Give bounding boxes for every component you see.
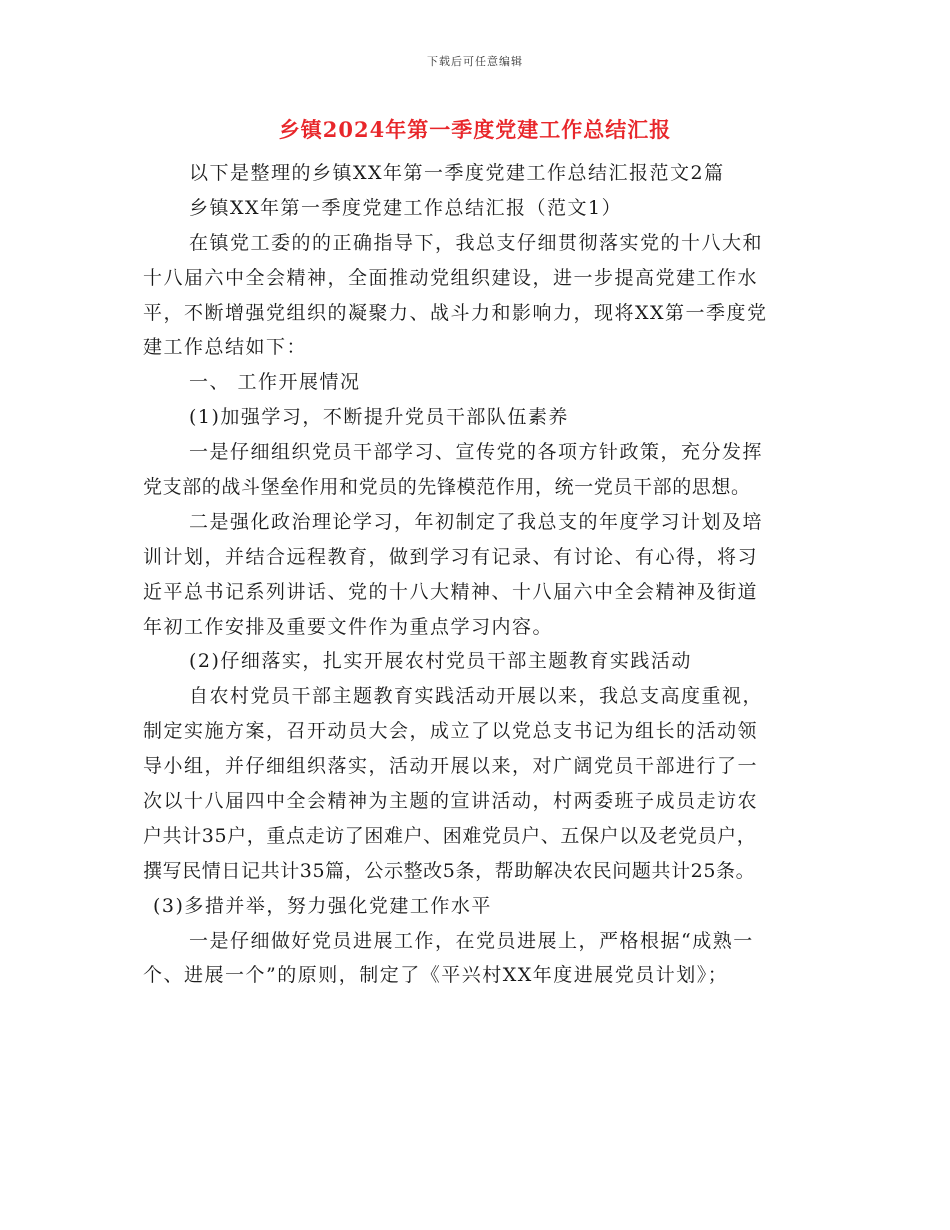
paragraph-line: 近平总书记系列讲话、党的十八大精神、十八届六中全会精神及街道 <box>143 580 759 603</box>
paragraph-line: 户共计35户，重点走访了困难户、困难党员户、五保户以及老党员户， <box>143 824 757 847</box>
paragraph-line: 个、进展一个”的原则，制定了《平兴村XX年度进展党员计划》； <box>143 964 729 987</box>
paragraph-line: 撰写民情日记共计35篇，公示整改5条，帮助解决农民问题共计25条。 <box>143 859 756 882</box>
paragraph-line: 建工作总结如下： <box>143 336 308 359</box>
document-body <box>143 156 823 993</box>
paragraph-line: 二是强化政治理论学习，年初制定了我总支的年度学习计划及培 <box>189 510 764 533</box>
paragraph-line: 平，不断增强党组织的凝聚力、战斗力和影响力，现将XX第一季度党 <box>143 301 768 324</box>
paragraph-line: 在镇党工委的的正确指导下，我总支仔细贯彻落实党的十八大和 <box>189 231 764 254</box>
paragraph-line: 乡镇XX年第一季度党建工作总结汇报（范文1） <box>189 196 623 219</box>
paragraph-line: 年初工作安排及重要文件作为重点学习内容。 <box>143 615 554 638</box>
paragraph-line: 以下是整理的乡镇XX年第一季度党建工作总结汇报范文2篇 <box>189 162 725 184</box>
paragraph-line: 训计划，并结合远程教育，做到学习有记录、有讨论、有心得，将习 <box>143 545 759 568</box>
subsection-heading: (1)加强学习，不断提升党员干部队伍素养 <box>189 406 569 429</box>
section-heading: 一、 工作开展情况 <box>189 371 361 394</box>
paragraph-line: 自农村党员干部主题教育实践活动开展以来，我总支高度重视， <box>189 685 764 708</box>
subsection-heading: (2)仔细落实，扎实开展农村党员干部主题教育实践活动 <box>189 650 692 673</box>
paragraph-line: 十八届六中全会精神，全面推动党组织建设，进一步提高党建工作水 <box>143 266 759 289</box>
paragraph-line: 次以十八届四中全会精神为主题的宣讲活动，村两委班子成员走访农 <box>143 790 759 813</box>
document-title: 乡镇2024年第一季度党建工作总结汇报 <box>278 117 672 142</box>
paragraph-line: 一是仔细组织党员干部学习、宣传党的各项方针政策，充分发挥 <box>189 441 764 464</box>
paragraph-line: 导小组，并仔细组织落实，活动开展以来，对广阔党员干部进行了一 <box>143 755 759 778</box>
paragraph-line: 一是仔细做好党员进展工作，在党员进展上，严格根据“成熟一 <box>189 929 754 952</box>
page-header-note: 下载后可任意编辑 <box>427 55 523 68</box>
paragraph-line: 制定实施方案，召开动员大会，成立了以党总支书记为组长的活动领 <box>143 720 759 743</box>
subsection-heading: (3)多措并举，努力强化党建工作水平 <box>153 894 492 917</box>
paragraph-line: 党支部的战斗堡垒作用和党员的先锋模范作用，统一党员干部的思想。 <box>143 476 751 499</box>
